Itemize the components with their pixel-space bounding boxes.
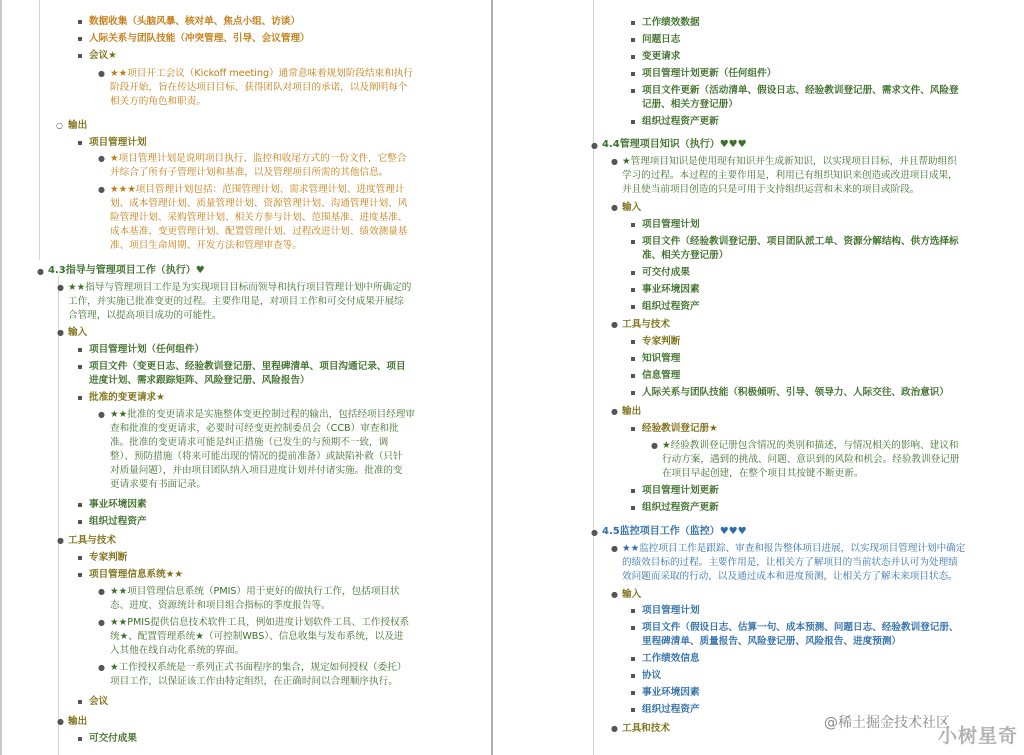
list-item[interactable]: 项目管理计划 bbox=[642, 219, 700, 230]
list-item[interactable]: 组织过程资产更新 bbox=[642, 116, 719, 127]
note-text: ★★PMIS提供信息技术软件工具，例如进度计划软件工具、工作授权系 bbox=[110, 617, 410, 628]
list-item[interactable]: 项目文件（假设日志、估算一句、成本预测、问题日志、经验教训登记册、 bbox=[642, 622, 959, 633]
list-item[interactable]: 项目文件（变更日志、经验教训登记册、里程碑清单、项目沟通记录、项目 bbox=[89, 361, 406, 372]
list-item[interactable]: 工具与技术 bbox=[68, 535, 116, 546]
page-divider bbox=[491, 0, 493, 755]
square-bullet-icon bbox=[78, 141, 82, 145]
section-description: 并且使当前项目创造的只是可用于支持组织运营和未来的项目或阶段。 bbox=[622, 184, 920, 195]
page-edge-left bbox=[0, 0, 2, 755]
list-item[interactable]: 输出 bbox=[68, 716, 88, 727]
note-text: 态、进度、资源统计和项目组合指标的季度报告等。 bbox=[110, 600, 331, 611]
note-text: ★项目管理计划是说明项目执行、监控和收尾方式的一份文件，它整合 bbox=[110, 153, 407, 164]
section-heading[interactable]: 4.5监控项目工作（监控）♥♥♥ bbox=[602, 526, 747, 537]
square-bullet-icon bbox=[78, 573, 82, 577]
square-bullet-icon bbox=[631, 271, 635, 275]
list-item[interactable]: 知识管理 bbox=[642, 353, 681, 364]
square-bullet-icon bbox=[631, 374, 635, 378]
square-bullet-icon bbox=[631, 609, 635, 613]
square-bullet-icon bbox=[631, 708, 635, 712]
square-bullet-icon bbox=[631, 427, 635, 431]
list-item[interactable]: 会议★ bbox=[89, 50, 117, 61]
square-bullet-icon bbox=[78, 503, 82, 507]
note-text: 划、成本管理计划、质量管理计划、资源管理计划、沟通管理计划、风 bbox=[110, 198, 408, 209]
note-text: 在项目早起创建，在整个项目其按键不断更新。 bbox=[662, 468, 864, 479]
list-item[interactable]: 工具和技术 bbox=[622, 723, 670, 734]
section-heading[interactable]: 4.3指导与管理项目工作（执行）♥ bbox=[48, 265, 205, 276]
square-bullet-icon bbox=[78, 54, 82, 58]
square-bullet-icon bbox=[631, 120, 635, 124]
list-item[interactable]: 可交付成果 bbox=[89, 733, 137, 744]
list-item[interactable]: 人际关系与团队技能（积极倾听、引导、领导力、人际交往、政治意识） bbox=[642, 387, 949, 398]
right-document-page bbox=[495, 0, 1024, 755]
section-description: ★管理项目知识是使用现有知识并生成新知识，以实现项目目标，并且帮助组织 bbox=[622, 156, 957, 167]
note-text: 准、项目生命周期、开发方法和管理审查等。 bbox=[110, 240, 302, 251]
disc-bullet-icon: ● bbox=[611, 157, 618, 166]
note-text: 查和批准的变更请求，必要时可经变更控制委员会（CCB）审查和批 bbox=[110, 423, 399, 434]
watermark-site: @稀土掘金技术社区 bbox=[824, 714, 950, 731]
list-item[interactable]: 组织过程资产更新 bbox=[642, 502, 719, 513]
square-bullet-icon bbox=[631, 391, 635, 395]
list-item: 准、相关方登记册） bbox=[642, 250, 729, 261]
note-text: 入其他在线自动化系统的界面。 bbox=[110, 645, 245, 656]
disc-bullet-icon: ● bbox=[57, 536, 64, 545]
note-text: 准。批准的变更请求可能是纠正措施（已发生的与预期不一致，调 bbox=[110, 437, 389, 448]
list-item[interactable]: 输出 bbox=[68, 120, 88, 131]
disc-bullet-icon: ● bbox=[57, 717, 64, 726]
disc-bullet-icon: ● bbox=[98, 69, 105, 78]
note-text: ★★★项目管理计划包括：范围管理计划、需求管理计划、进度管理计 bbox=[110, 184, 405, 195]
list-item[interactable]: 数据收集（头脑风暴、核对单、焦点小组、访谈） bbox=[89, 16, 301, 27]
outline-guide-line bbox=[593, 0, 594, 755]
square-bullet-icon bbox=[78, 20, 82, 24]
note-text: 更请求要有书面记录。 bbox=[110, 479, 206, 490]
square-bullet-icon bbox=[78, 348, 82, 352]
note-text: 相关方的角色和职责。 bbox=[110, 96, 206, 107]
list-item[interactable]: 事业环境因素 bbox=[89, 499, 147, 510]
square-bullet-icon bbox=[631, 489, 635, 493]
list-item[interactable]: 输入 bbox=[622, 589, 642, 600]
list-item[interactable]: 项目管理计划更新（任何组件） bbox=[642, 68, 777, 79]
list-item[interactable]: 组织过程资产 bbox=[642, 301, 700, 312]
outline-guide-line bbox=[58, 275, 59, 755]
list-item: 记册、相关方登记册） bbox=[642, 99, 738, 110]
square-bullet-icon bbox=[631, 223, 635, 227]
list-item[interactable]: 项目文件（经验教训登记册、项目团队派工单、资源分解结构、供方选择标 bbox=[642, 236, 959, 247]
disc-bullet-icon: ● bbox=[611, 590, 618, 599]
note-text: 统★、配置管理系统★（可控制WBS）、信息收集与发布系统，以及进 bbox=[110, 631, 404, 642]
note-text: ★★项目管理信息系统（PMIS）用于更好的做执行工作，包括项目状 bbox=[110, 586, 400, 597]
list-item[interactable]: 可交付成果 bbox=[642, 267, 690, 278]
section-description: 的绩效目标的过程。主要作用是，让相关方了解项目的当前状态并认可为处理绩 bbox=[622, 557, 958, 568]
list-item[interactable]: 事业环境因素 bbox=[642, 284, 700, 295]
list-item[interactable]: 工作绩效信息 bbox=[642, 653, 700, 664]
list-item[interactable]: 专家判断 bbox=[642, 336, 681, 347]
square-bullet-icon bbox=[631, 288, 635, 292]
square-bullet-icon bbox=[631, 55, 635, 59]
square-bullet-icon bbox=[631, 657, 635, 661]
list-item[interactable]: 专家判断 bbox=[89, 552, 128, 563]
disc-bullet-icon: ● bbox=[611, 724, 618, 733]
list-item: 里程碑清单、质量报告、风险登记册、风险报告、进度预测） bbox=[642, 636, 902, 647]
section-description: 工作，并实施已批准变更的过程。主要作用是，对项目工作和可交付成果开展综 bbox=[68, 296, 404, 307]
note-text: ★★批准的变更请求是实施整体变更控制过程的输出，包括经项目经理审 bbox=[110, 409, 416, 420]
square-bullet-icon bbox=[78, 737, 82, 741]
disc-bullet-icon: ● bbox=[591, 141, 598, 150]
note-text: 并综合了所有子管理计划和基准，以及管理项目所需的其他信息。 bbox=[110, 167, 389, 178]
disc-bullet-icon: ● bbox=[98, 410, 105, 419]
list-item[interactable]: 项目管理信息系统★★ bbox=[89, 569, 183, 580]
disc-bullet-icon: ● bbox=[611, 203, 618, 212]
disc-bullet-icon: ● bbox=[611, 544, 618, 553]
disc-bullet-icon: ● bbox=[98, 663, 105, 672]
list-item[interactable]: 项目管理计划（任何组件） bbox=[89, 344, 205, 355]
watermark-author: 小树星奇 bbox=[937, 725, 1018, 748]
section-description: 合管理，以提高项目成功的可能性。 bbox=[68, 310, 222, 321]
note-text: 阶段开始，旨在传达项目目标、获得团队对项目的承诺，以及阐明每个 bbox=[110, 82, 408, 93]
list-item[interactable]: 批准的变更请求★ bbox=[89, 392, 165, 403]
square-bullet-icon bbox=[631, 89, 635, 93]
section-description: 学习的过程。本过程的主要作用是，利用已有组织知识来创造或改进项目成果， bbox=[622, 170, 958, 181]
disc-bullet-icon: ● bbox=[57, 328, 64, 337]
section-description: 效问题而采取的行动，以及通过成本和进度预测，让相关方了解未来项目状态。 bbox=[622, 571, 958, 582]
square-bullet-icon bbox=[631, 72, 635, 76]
list-item[interactable]: 项目管理计划更新 bbox=[642, 485, 719, 496]
note-text: 成本基准、变更管理计划、配置管理计划、过程改进计划、绩效测量基 bbox=[110, 226, 408, 237]
list-item[interactable]: 输入 bbox=[622, 202, 642, 213]
list-item[interactable]: 项目文件更新（活动清单、假设日志、经验教训登记册、需求文件、风险登 bbox=[642, 85, 959, 96]
list-item: 进度计划、需求跟踪矩阵、风险登记册、风险报告） bbox=[89, 375, 310, 386]
section-heading[interactable]: 4.4管理项目知识（执行）♥♥♥ bbox=[602, 139, 747, 150]
section-description: ★★监控项目工作是跟踪、审查和报告整体项目进展，以实现项目管理计划中确定 bbox=[622, 543, 966, 554]
disc-bullet-icon: ● bbox=[57, 283, 64, 292]
note-text: 险管理计划、采购管理计划、相关方参与计划、范围基准、进度基准、 bbox=[110, 212, 408, 223]
square-bullet-icon bbox=[631, 674, 635, 678]
list-item[interactable]: 输入 bbox=[68, 327, 88, 338]
square-bullet-icon bbox=[78, 365, 82, 369]
list-item[interactable]: 问题日志 bbox=[642, 34, 681, 45]
list-item[interactable]: 项目管理计划 bbox=[642, 605, 700, 616]
list-item[interactable]: 事业环境因素 bbox=[642, 687, 700, 698]
square-bullet-icon bbox=[631, 21, 635, 25]
disc-bullet-icon: ● bbox=[37, 267, 44, 276]
list-item[interactable]: 经验教训登记册★ bbox=[642, 423, 718, 434]
note-text: 整）、预防措施（将来可能出现的情况的提前准备）或缺陷补救（只针 bbox=[110, 451, 403, 462]
list-item[interactable]: 组织过程资产 bbox=[89, 516, 147, 527]
list-item[interactable]: 组织过程资产 bbox=[642, 704, 700, 715]
square-bullet-icon bbox=[78, 396, 82, 400]
list-item[interactable]: 变更请求 bbox=[642, 51, 681, 62]
square-bullet-icon bbox=[631, 357, 635, 361]
disc-bullet-icon: ● bbox=[611, 407, 618, 416]
list-item[interactable]: 人际关系与团队技能（冲突管理、引导、会议管理） bbox=[89, 33, 310, 44]
left-document-page bbox=[0, 0, 491, 755]
note-text: ★★项目开工会议（Kickoff meeting）通常意味着规划阶段结束和执行 bbox=[110, 68, 413, 79]
square-bullet-icon bbox=[78, 37, 82, 41]
disc-bullet-icon: ● bbox=[98, 618, 105, 627]
square-bullet-icon bbox=[631, 626, 635, 630]
section-description: ★★指导与管理项目工作是为实现项目目标而领导和执行项目管理计划中所确定的 bbox=[68, 282, 412, 293]
list-item[interactable]: 工具与技术 bbox=[622, 319, 670, 330]
disc-bullet-icon: ● bbox=[98, 185, 105, 194]
list-item[interactable]: 输出 bbox=[622, 406, 642, 417]
square-bullet-icon bbox=[631, 240, 635, 244]
disc-bullet-icon: ● bbox=[98, 587, 105, 596]
square-bullet-icon bbox=[631, 340, 635, 344]
note-text: ★工作授权系统是一系列正式书面程序的集合，规定如何授权（委托） bbox=[110, 662, 407, 673]
square-bullet-icon bbox=[631, 691, 635, 695]
circle-bullet-icon: ○ bbox=[56, 121, 63, 130]
square-bullet-icon bbox=[631, 38, 635, 42]
outline-guide-line bbox=[39, 0, 40, 260]
disc-bullet-icon: ● bbox=[611, 320, 618, 329]
square-bullet-icon bbox=[78, 520, 82, 524]
note-text: ★经验教训登记册包含情况的类别和描述，与情况相关的影响、建议和 bbox=[662, 440, 959, 451]
note-text: 行动方案，遇到的挑战、问题、意识到的风险和机会。经验教训登记册 bbox=[662, 454, 960, 465]
square-bullet-icon bbox=[78, 556, 82, 560]
note-text: 对质量问题），并由项目团队纳入项目进度计划并付诸实施。批准的变 bbox=[110, 465, 403, 476]
list-item[interactable]: 信息管理 bbox=[642, 370, 681, 381]
note-text: 项目工作，以保证该工作由特定组织，在正确时间以合理顺序执行。 bbox=[110, 676, 398, 687]
disc-bullet-icon: ● bbox=[591, 528, 598, 537]
list-item[interactable]: 工作绩效数据 bbox=[642, 17, 700, 28]
square-bullet-icon bbox=[631, 506, 635, 510]
disc-bullet-icon: ● bbox=[651, 441, 658, 450]
square-bullet-icon bbox=[78, 700, 82, 704]
disc-bullet-icon: ● bbox=[98, 154, 105, 163]
list-item[interactable]: 协议 bbox=[642, 670, 662, 681]
square-bullet-icon bbox=[631, 305, 635, 309]
list-item[interactable]: 项目管理计划 bbox=[89, 137, 147, 148]
list-item[interactable]: 会议 bbox=[89, 696, 109, 707]
